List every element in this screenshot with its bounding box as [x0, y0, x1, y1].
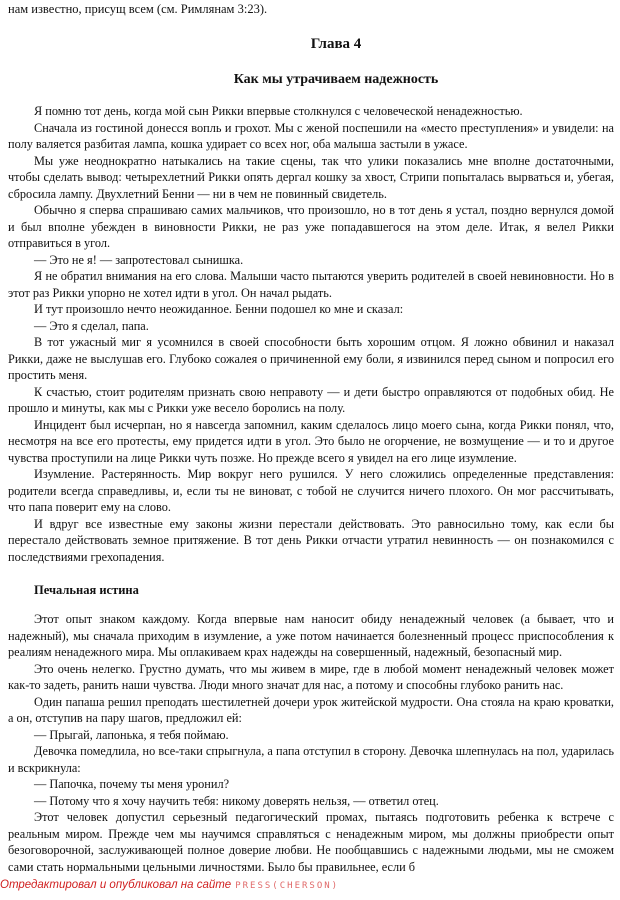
- paragraph: И вдруг все известные ему законы жизни перестали действовать. Это равносильно тому, как если бы перестало действовать земное притяжение. В тот день Рикки отчасти утратил невинность — он познакомился с последствиями грехопадения.: [8, 516, 614, 564]
- footer-credit-text: Отредактировал и опубликовал на сайте: [0, 879, 232, 891]
- paragraph: — Потому что я хочу научить тебя: никому доверять нельзя, — ответил отец.: [34, 793, 439, 808]
- chapter-number: Глава 4: [310, 36, 362, 52]
- section-body: [8, 611, 614, 875]
- paragraph: Это очень нелегко. Грустно думать, что мы живем в мире, где в любой момент ненадежный человек может как-то задеть, ранить наши чувства. Люди много значат для нас, а потому и способны глубоко ранить нас.: [8, 661, 614, 692]
- paragraph: К счастью, стоит родителям признать свою неправоту — и дети быстро оправляются от подобных обид. Не прошло и минуты, как мы с Рикки уже весело боролись на полу.: [8, 384, 614, 415]
- section-heading: Печальная истина: [34, 583, 139, 597]
- paragraph: Этот опыт знаком каждому. Когда впервые нам наносит обиду ненадежный человек (а бывает, что и надежный), мы сначала приходим в изумление, а уже потом начинается болезненный процесс приспособления к реалиям ненадежного мира. Мы оплакиваем крах надежды на совершенный, надежный, безопасный мир.: [8, 612, 614, 659]
- paragraph: Один папаша решил преподать шестилетней дочери урок житейской мудрости. Она стояла на краю кроватки, а он, отступив на пару шагов, предложил ей:: [8, 694, 614, 725]
- paragraph: — Это не я! — запротестовал сынишка.: [34, 252, 244, 267]
- paragraph: Сначала из гостиной донесся вопль и грохот. Мы с женой поспешили на «место преступления» и увидели: на полу валяется разбитая лампа, кошка удирает со всех ног, оба малыша застыли в ужасе.: [8, 120, 614, 151]
- paragraph: И тут произошло нечто неожиданное. Бенни подошел ко мне и сказал:: [34, 302, 404, 316]
- paragraph: Обычно я сперва спрашиваю самих мальчиков, что произошло, но в тот день я устал, поздно вернулся домой и был вполне убежден в виновности Рикки, не раз уже попадавшегося на этом деле. Итак, я велел Рикки отправиться в угол.: [8, 203, 614, 250]
- paragraph: Я помню тот день, когда мой сын Рикки впервые столкнулся с человеческой ненадежностью.: [34, 104, 523, 118]
- chapter-body: [8, 103, 614, 565]
- chapter-title: Как мы утрачиваем надежность: [233, 72, 439, 87]
- paragraph: В тот ужасный миг я усомнился в своей способности быть хорошим отцом. Я ложно обвинил и наказал Рикки, даже не выслушав его. Глубоко сожалея о причиненной ему боли, я извинился перед сыном и попросил его простить меня.: [8, 335, 614, 382]
- paragraph: Инцидент был исчерпан, но я навсегда запомнил, каким сделалось лицо моего сына, когда Рикки понял, что, несмотря на все его протесты, ему придется идти в угол. Это было не огорчение, не возмущение — и то и другое чувства проступили на лице Рикки чуть позже. Но прежде всего я увидел на его лице изумление.: [8, 417, 614, 465]
- paragraph: Этот человек допустил серьезный педагогический промах, пытаясь подготовить ребенка к встрече с реальным миром. Прежде чем мы научимся справляться с ненадежным миром, мы должны приобрести опыт безоговорочной, заслуживающей полное доверие любви. Не пообщавшись с надежными людьми, мы не сможем сами стать нормальными цельными личностями. Было бы правильнее, если б: [8, 810, 614, 874]
- paragraph: — Это я сделал, папа.: [34, 318, 149, 333]
- paragraph: Изумление. Растерянность. Мир вокруг него рушился. У него сложились определенные представления: родители всегда справедливы, и, если ты не виноват, с тобой не случится ничего плохого. Он мог рассчитывать, что папа поверит ему на слово.: [8, 467, 614, 514]
- continued-text-line: нам известно, присущ всем (см. Римлянам 3:23).: [8, 2, 268, 16]
- paragraph: — Прыгай, лапонька, я тебя поймаю.: [34, 727, 229, 742]
- paragraph: Я не обратил внимания на его слова. Малыши часто пытаются уверить родителей в своей невиновности. Но в этот раз Рикки упорно не хотел идти в угол. Он начал рыдать.: [8, 269, 614, 300]
- document-page: [8, 0, 614, 875]
- paragraph: Девочка помедлила, но все-таки спрыгнула, а папа отступил в сторону. Девочка шлепнулась на пол, ударилась и вскрикнула:: [8, 744, 614, 775]
- paragraph: — Папочка, почему ты меня уронил?: [34, 777, 230, 791]
- paragraph: Мы уже неоднократно натыкались на такие сцены, так что улики показались мне вполне достаточными, чтобы сделать вывод: четырехлетний Рикки опять дергал кошку за хвост, Стрипи попыталась вырваться и, убегая, сбросила лампу. Двухлетний Бенни — ни в чем не повинный свидетель.: [8, 153, 614, 201]
- footer-credit: [0, 879, 339, 891]
- footer-site-brand[interactable]: PRESS(CHERSON): [235, 881, 340, 891]
